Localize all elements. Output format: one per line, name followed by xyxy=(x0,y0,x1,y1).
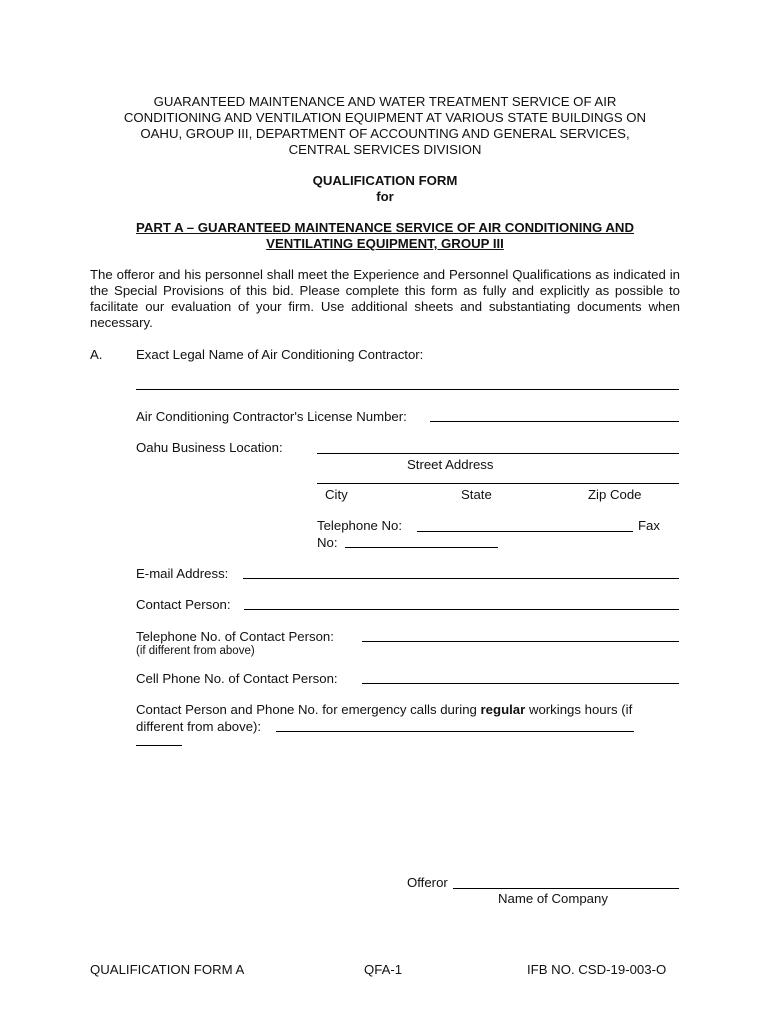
zip-caption: Zip Code xyxy=(588,487,642,502)
city-state-zip-field[interactable] xyxy=(317,483,679,484)
contact-phone-label: Telephone No. of Contact Person: xyxy=(136,629,334,644)
license-label: Air Conditioning Contractor's License Number: xyxy=(136,409,407,424)
contact-person-label: Contact Person: xyxy=(136,597,231,612)
state-caption: State xyxy=(461,487,492,502)
contact-phone-note: (if different from above) xyxy=(136,645,255,657)
emergency-contact-label xyxy=(136,702,632,717)
street-address-field[interactable] xyxy=(317,453,679,454)
legal-name-field[interactable] xyxy=(136,389,679,390)
form-title-for: for xyxy=(376,189,394,204)
contact-person-field[interactable] xyxy=(244,609,679,610)
intro-paragraph: The offeror and his personnel shall meet the Experience and Personnel Qualifications as indicated in the Special Provisions of this bid. Please complete this form as fully and explicitly as possible to facilitate our evaluation of your firm. Use additional sheets and substantiating documents when necessary. xyxy=(90,267,680,330)
emergency-label-c: different from above): xyxy=(136,719,262,734)
cell-phone-label: Cell Phone No. of Contact Person: xyxy=(136,671,338,686)
company-name-caption: Name of Company xyxy=(498,891,608,906)
title-line: CENTRAL SERVICES DIVISION xyxy=(288,142,482,157)
fax-label-a: Fax xyxy=(638,518,660,533)
contact-phone-field[interactable] xyxy=(362,641,679,642)
emergency-label-a: Contact Person and Phone No. for emergency calls during xyxy=(136,702,477,717)
form-title-block xyxy=(90,173,680,205)
telephone-label: Telephone No: xyxy=(317,518,403,533)
footer-ifb-number: IFB NO. CSD-19-003-O xyxy=(527,962,667,977)
license-number-field[interactable] xyxy=(430,421,679,422)
telephone-field[interactable] xyxy=(417,531,633,532)
footer-form-name: QUALIFICATION FORM A xyxy=(90,962,245,977)
document-title xyxy=(90,94,680,158)
street-address-caption: Street Address xyxy=(407,457,494,472)
emergency-label-bold: regular xyxy=(480,702,526,717)
fax-field[interactable] xyxy=(345,547,498,548)
emergency-label-b: workings hours (if xyxy=(528,702,633,717)
part-title-line: VENTILATING EQUIPMENT, GROUP III xyxy=(266,236,504,251)
title-line: OAHU, GROUP III, DEPARTMENT OF ACCOUNTING AND GENERAL SERVICES, xyxy=(140,126,630,141)
business-location-label: Oahu Business Location: xyxy=(136,440,283,455)
company-name-field[interactable] xyxy=(453,888,679,889)
offeror-label: Offeror xyxy=(407,875,448,890)
emergency-contact-field[interactable] xyxy=(276,731,634,732)
cell-phone-field[interactable] xyxy=(362,683,679,684)
title-line: GUARANTEED MAINTENANCE AND WATER TREATMENT SERVICE OF AIR xyxy=(153,94,617,109)
section-letter: A. xyxy=(90,347,103,362)
part-title xyxy=(90,220,680,252)
part-title-line: PART A – GUARANTEED MAINTENANCE SERVICE OF AIR CONDITIONING AND xyxy=(136,220,634,235)
title-line: CONDITIONING AND VENTILATION EQUIPMENT AT VARIOUS STATE BUILDINGS ON xyxy=(123,110,647,125)
emergency-contact-field-continued[interactable] xyxy=(136,745,182,746)
form-title: QUALIFICATION FORM xyxy=(312,173,458,188)
email-field[interactable] xyxy=(243,578,679,579)
city-caption: City xyxy=(325,487,348,502)
fax-label-b: No: xyxy=(317,535,338,550)
footer-page-number: QFA-1 xyxy=(364,962,403,977)
legal-name-label: Exact Legal Name of Air Conditioning Contractor: xyxy=(136,347,424,362)
email-label: E-mail Address: xyxy=(136,566,229,581)
